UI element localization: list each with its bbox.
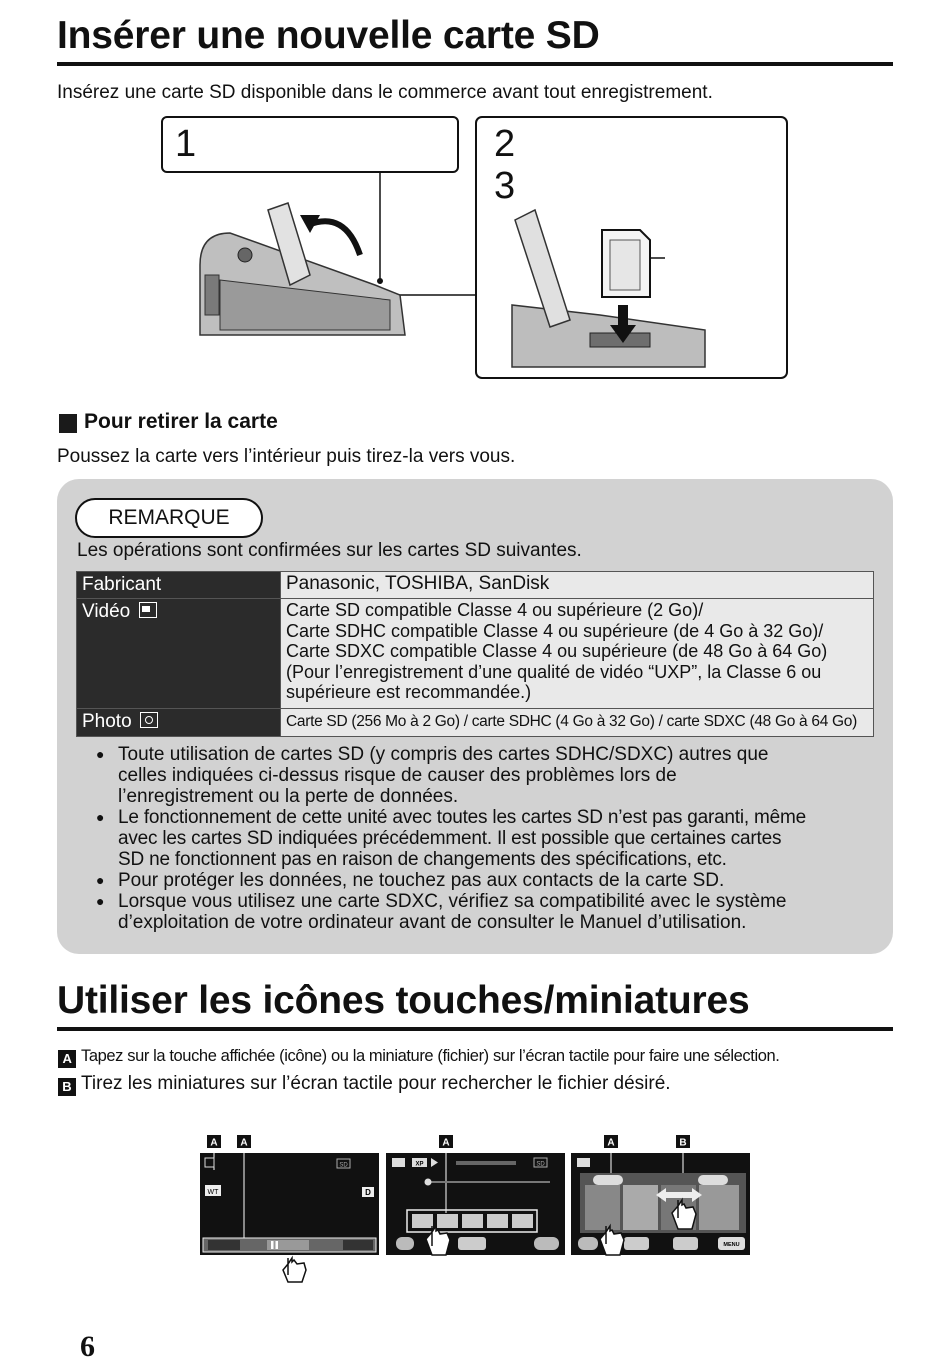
sd-insert-illustration bbox=[160, 115, 790, 380]
sd-intro-text: Insérez une carte SD disponible dans le commerce avant tout enregistrement. bbox=[57, 82, 713, 103]
note-badge: REMARQUE bbox=[75, 498, 263, 538]
title-underline bbox=[57, 62, 893, 66]
video-camera-icon bbox=[139, 602, 157, 618]
bullet-line: d’exploitation de votre ordinateur avant de consulter le Manuel d’utilisation. bbox=[118, 912, 747, 933]
note-intro-text: Les opérations sont confirmées sur les cartes SD suivantes. bbox=[77, 540, 582, 561]
video-line: (Pour l’enregistrement d’une qualité de vidéo “UXP”, la Classe 6 ou bbox=[286, 661, 822, 682]
sd-compat-table bbox=[76, 571, 874, 737]
list-item bbox=[96, 891, 866, 933]
touch-line-b-text: Tirez les miniatures sur l’écran tactile pour rechercher le fichier désiré. bbox=[81, 1073, 671, 1094]
svg-text:D: D bbox=[365, 1188, 371, 1197]
bullet-line: ● Lorsque vous utilisez une carte SDXC, vérifiez sa compatibilité avec le système bbox=[118, 891, 787, 912]
remove-card-text: Poussez la carte vers l’intérieur puis tirez-la vers vous. bbox=[57, 446, 516, 467]
table-value-photo: Carte SD (256 Mo à 2 Go) / carte SDHC (4 Go à 32 Go) / carte SDXC (48 Go à 64 Go) bbox=[281, 709, 874, 737]
table-row bbox=[77, 572, 874, 599]
photo-camera-icon bbox=[140, 712, 158, 728]
step-number-3: 3 bbox=[494, 165, 516, 207]
step-number-1: 1 bbox=[175, 123, 197, 165]
video-line: Carte SDHC compatible Classe 4 ou supérieure (de 4 Go à 32 Go)/ bbox=[286, 620, 824, 641]
svg-text:B: B bbox=[679, 1137, 687, 1149]
touch-line-a bbox=[58, 1047, 779, 1068]
svg-text:SD: SD bbox=[536, 1161, 545, 1168]
video-line: supérieure est recommandée.) bbox=[286, 682, 532, 702]
remove-card-heading: Pour retirer la carte bbox=[84, 410, 278, 433]
video-line: Carte SD compatible Classe 4 ou supérieure (2 Go)/ bbox=[286, 600, 704, 620]
svg-text:SD: SD bbox=[339, 1162, 348, 1169]
svg-text:A: A bbox=[442, 1137, 450, 1149]
video-line: Carte SDXC compatible Classe 4 ou supérieure (de 48 Go à 64 Go) bbox=[286, 641, 828, 661]
table-label-video-cell bbox=[77, 599, 281, 709]
bullet-line: l’enregistrement ou la perte de données. bbox=[118, 786, 459, 807]
table-value-video bbox=[281, 599, 874, 709]
square-bullet-icon bbox=[59, 414, 77, 433]
step-number-2: 2 bbox=[494, 123, 516, 165]
list-item bbox=[96, 744, 866, 807]
list-item bbox=[96, 870, 866, 891]
svg-text:A: A bbox=[210, 1137, 218, 1149]
section-title-sd-card: Insérer une nouvelle carte SD bbox=[57, 14, 600, 57]
title-underline bbox=[57, 1027, 893, 1031]
bullet-line: ● Pour protéger les données, ne touchez pas aux contacts de la carte SD. bbox=[118, 870, 725, 891]
page-number: 6 bbox=[80, 1330, 95, 1363]
svg-text:A: A bbox=[240, 1137, 248, 1149]
section-title-touch-icons: Utiliser les icônes touches/miniatures bbox=[57, 979, 750, 1022]
bullet-line: celles indiquées ci-dessus risque de causer des problèmes lors de bbox=[118, 765, 677, 786]
touch-line-a-text: Tapez sur la touche affichée (icône) ou la miniature (fichier) sur l’écran tactile pour faire une sélection. bbox=[81, 1047, 780, 1065]
touch-line-b bbox=[58, 1073, 671, 1096]
bullet-line: ● Le fonctionnement de cette unité avec toutes les cartes SD n’est pas garanti, même bbox=[118, 807, 807, 828]
svg-text:XP: XP bbox=[415, 1161, 424, 1168]
bullet-line: SD ne fonctionnent pas en raison de changements des spécifications, etc. bbox=[118, 849, 727, 870]
bullet-line: avec les cartes SD indiquées précédemment. Il est possible que certaines cartes bbox=[118, 828, 782, 849]
table-label-video: Vidéo bbox=[82, 601, 131, 622]
table-label-photo-cell bbox=[77, 709, 281, 737]
list-item bbox=[96, 807, 866, 870]
table-row bbox=[77, 709, 874, 737]
table-row bbox=[77, 599, 874, 709]
svg-text:MENU: MENU bbox=[723, 1242, 740, 1248]
label-a-icon: A bbox=[58, 1050, 76, 1068]
table-label-maker: Fabricant bbox=[77, 572, 281, 599]
label-b-icon: B bbox=[58, 1078, 76, 1096]
touch-screens-illustration bbox=[200, 1130, 752, 1290]
table-label-photo: Photo bbox=[82, 711, 132, 732]
svg-text:WT: WT bbox=[207, 1189, 219, 1196]
note-bullet-list bbox=[96, 744, 866, 933]
svg-text:A: A bbox=[607, 1137, 615, 1149]
table-value-maker: Panasonic, TOSHIBA, SanDisk bbox=[281, 572, 874, 599]
bullet-line: ● Toute utilisation de cartes SD (y compris des cartes SDHC/SDXC) autres que bbox=[118, 744, 769, 765]
